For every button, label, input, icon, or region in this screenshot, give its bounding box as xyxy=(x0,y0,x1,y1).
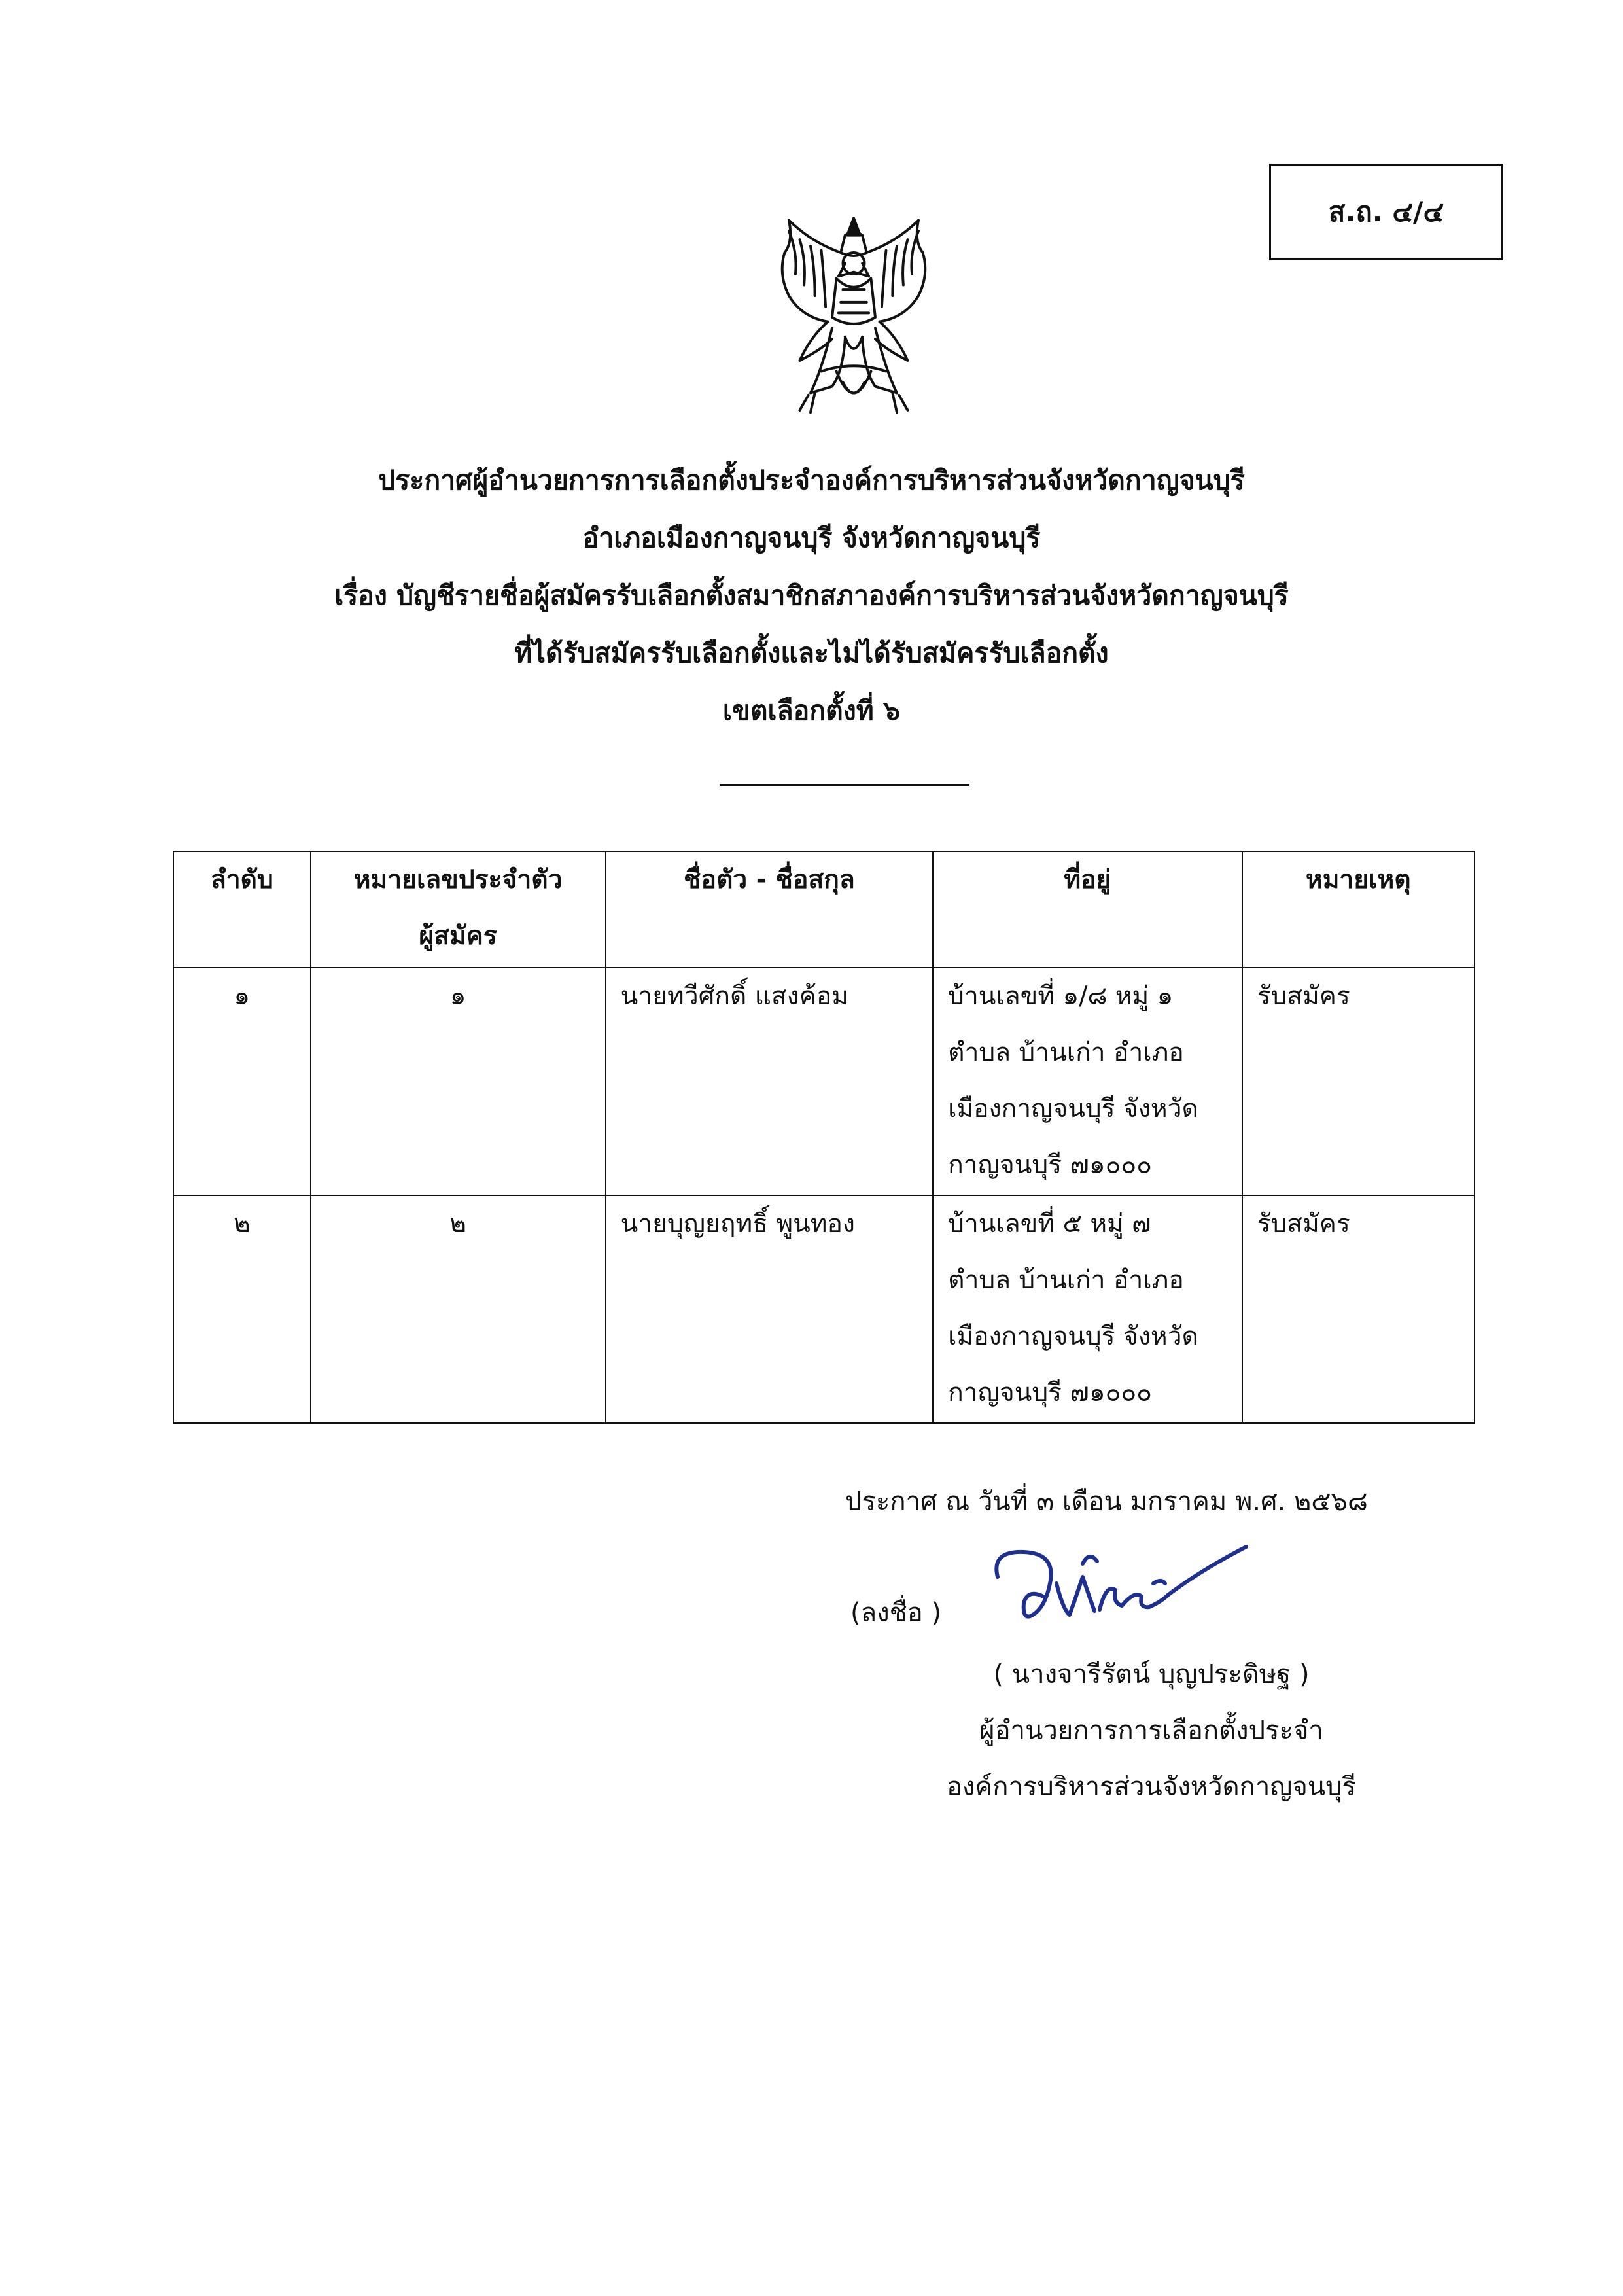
address-line: กาญจนบุรี ๗๑๐๐๐ xyxy=(948,1378,1152,1407)
header-seq: ลำดับ xyxy=(173,851,311,968)
cell-note: รับสมัคร xyxy=(1242,968,1475,1195)
header-candidate-number-line-2: ผู้สมัคร xyxy=(419,921,497,951)
address-line: บ้านเลขที่ ๑/๘ หมู่ ๑ xyxy=(948,981,1174,1011)
address-line: กาญจนบุรี ๗๑๐๐๐ xyxy=(948,1150,1152,1180)
form-code-box xyxy=(1269,164,1503,260)
heading-line-5: เขตเลือกตั้งที่ ๖ xyxy=(722,695,901,726)
heading-line-3: เรื่อง บัญชีรายชื่อผู้สมัครรับเลือกตั้งสมาชิกสภาองค์การบริหารส่วนจังหวัดกาญจนบุรี xyxy=(334,580,1289,611)
address-line: เมืองกาญจนบุรี จังหวัด xyxy=(948,1322,1198,1351)
heading-line-4: ที่ได้รับสมัครรับเลือกตั้งและไม่ได้รับสมัครรับเลือกตั้ง xyxy=(514,637,1109,669)
table-row xyxy=(173,968,1475,1195)
address-line: ตำบล บ้านเก่า อำเภอ xyxy=(948,1038,1184,1067)
signer-title-line-1: ผู้อำนวยการการเลือกตั้งประจำ xyxy=(979,1716,1323,1746)
address-line: ตำบล บ้านเก่า อำเภอ xyxy=(948,1265,1184,1295)
signer-name: ( นางจารีรัตน์ บุญประดิษฐ ) xyxy=(993,1659,1310,1689)
signer-title-line-2: องค์การบริหารส่วนจังหวัดกาญจนบุรี xyxy=(946,1772,1357,1802)
header-candidate-number xyxy=(311,851,606,968)
address-line: เมืองกาญจนบุรี จังหวัด xyxy=(948,1094,1198,1123)
cell-candidate-number: ๑ xyxy=(311,968,606,1195)
table-header-row xyxy=(173,851,1475,968)
sign-label: (ลงชื่อ ) xyxy=(850,1598,942,1628)
heading-divider xyxy=(720,784,969,786)
heading-line-1: ประกาศผู้อำนวยการการเลือกตั้งประจำองค์การบริหารส่วนจังหวัดกาญจนบุรี xyxy=(378,465,1245,496)
header-note: หมายเหตุ xyxy=(1242,851,1475,968)
cell-seq: ๑ xyxy=(173,968,311,1195)
announcement-date: ประกาศ ณ วันที่ ๓ เดือน มกราคม พ.ศ. ๒๕๖๘ xyxy=(845,1487,1368,1517)
cell-address xyxy=(933,1195,1242,1423)
candidates-table xyxy=(173,851,1475,1424)
heading-line-2: อำเภอเมืองกาญจนบุรี จังหวัดกาญจนบุรี xyxy=(582,522,1041,554)
header-address: ที่อยู่ xyxy=(933,851,1242,968)
cell-name: นายบุญยฤทธิ์ พูนทอง xyxy=(606,1195,934,1423)
cell-note: รับสมัคร xyxy=(1242,1195,1475,1423)
address-line: บ้านเลขที่ ๕ หมู่ ๗ xyxy=(948,1209,1151,1239)
cell-name: นายทวีศักดิ์ แสงค้อม xyxy=(606,968,934,1195)
signer-block xyxy=(890,1646,1413,1815)
announcement-heading xyxy=(196,451,1427,739)
form-code-text: ส.ถ. ๔/๔ xyxy=(1328,196,1444,228)
handwritten-signature-icon xyxy=(985,1538,1259,1642)
header-name: ชื่อตัว - ชื่อสกุล xyxy=(606,851,934,968)
cell-seq: ๒ xyxy=(173,1195,311,1423)
table-row xyxy=(173,1195,1475,1423)
cell-candidate-number: ๒ xyxy=(311,1195,606,1423)
cell-address xyxy=(933,968,1242,1195)
garuda-emblem-icon xyxy=(746,209,962,425)
header-candidate-number-line-1: หมายเลขประจำตัว xyxy=(353,865,563,894)
